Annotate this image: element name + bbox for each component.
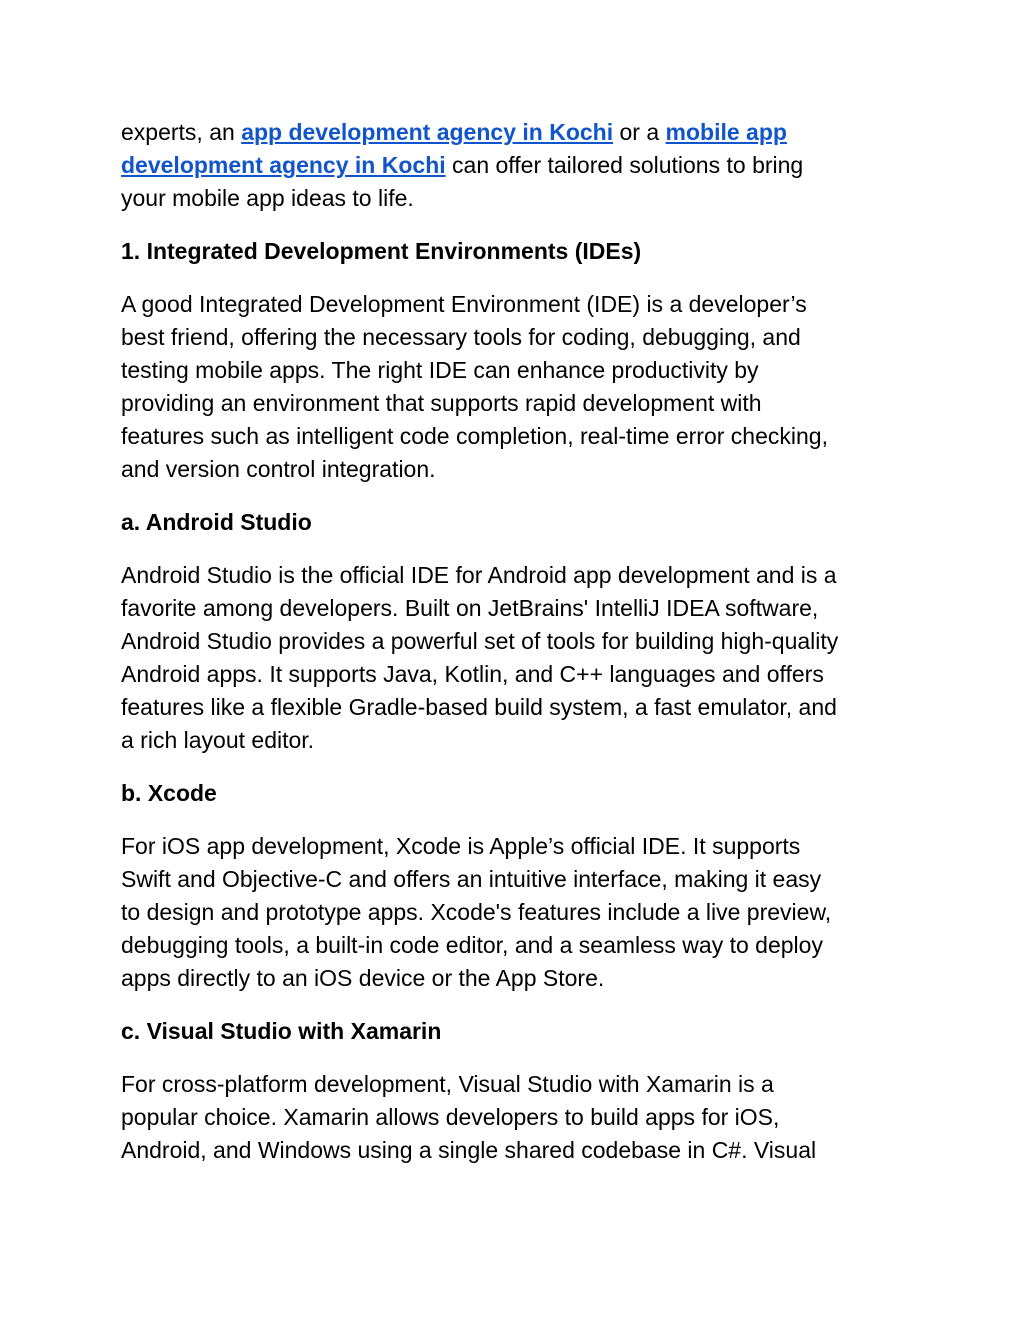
mobile-app-agency-link-part2[interactable]: development agency in Kochi bbox=[121, 152, 446, 178]
intro-text-2: or a bbox=[613, 119, 666, 145]
section-heading-ides: 1. Integrated Development Environments (IDEs) bbox=[121, 238, 642, 264]
subheading-xcode: b. Xcode bbox=[121, 780, 217, 806]
mobile-app-agency-link-part1[interactable]: mobile app bbox=[665, 119, 787, 145]
intro-paragraph bbox=[121, 116, 911, 215]
intro-text-4: your mobile app ideas to life. bbox=[121, 185, 414, 211]
subheading-android-studio: a. Android Studio bbox=[121, 509, 312, 535]
document-page bbox=[121, 116, 911, 1187]
app-development-agency-link[interactable]: app development agency in Kochi bbox=[241, 119, 614, 145]
intro-text-1: experts, an bbox=[121, 119, 242, 145]
intro-text-3: can offer tailored solutions to bring bbox=[445, 152, 804, 178]
ides-paragraph: A good Integrated Development Environment (IDE) is a developer’s best friend, offering the necessary tools for coding, debugging, and testing mobile apps. The right IDE can enhance productivity by providing an environment that supports rapid development with features such as intelligent code completion, real-time error checking, and version control integration. bbox=[121, 291, 828, 482]
android-studio-paragraph: Android Studio is the official IDE for Android app development and is a favorite among developers. Built on JetBrains' IntelliJ IDEA software, Android Studio provides a powerful set of tools for building high-quality Android apps. It supports Java, Kotlin, and C++ languages and offers features like a flexible Gradle-based build system, a fast emulator, and a rich layout editor. bbox=[121, 562, 839, 753]
subheading-visual-studio-xamarin: c. Visual Studio with Xamarin bbox=[121, 1018, 442, 1044]
xcode-paragraph: For iOS app development, Xcode is Apple’s official IDE. It supports Swift and Objective-C and offers an intuitive interface, making it easy to design and prototype apps. Xcode's features include a live preview, debugging tools, a built-in code editor, and a seamless way to deploy apps directly to an iOS device or the App Store. bbox=[121, 833, 832, 991]
xamarin-paragraph: For cross-platform development, Visual Studio with Xamarin is a popular choice. Xamarin allows developers to build apps for iOS, Android, and Windows using a single shared codebase in C#. Visual bbox=[121, 1071, 817, 1163]
